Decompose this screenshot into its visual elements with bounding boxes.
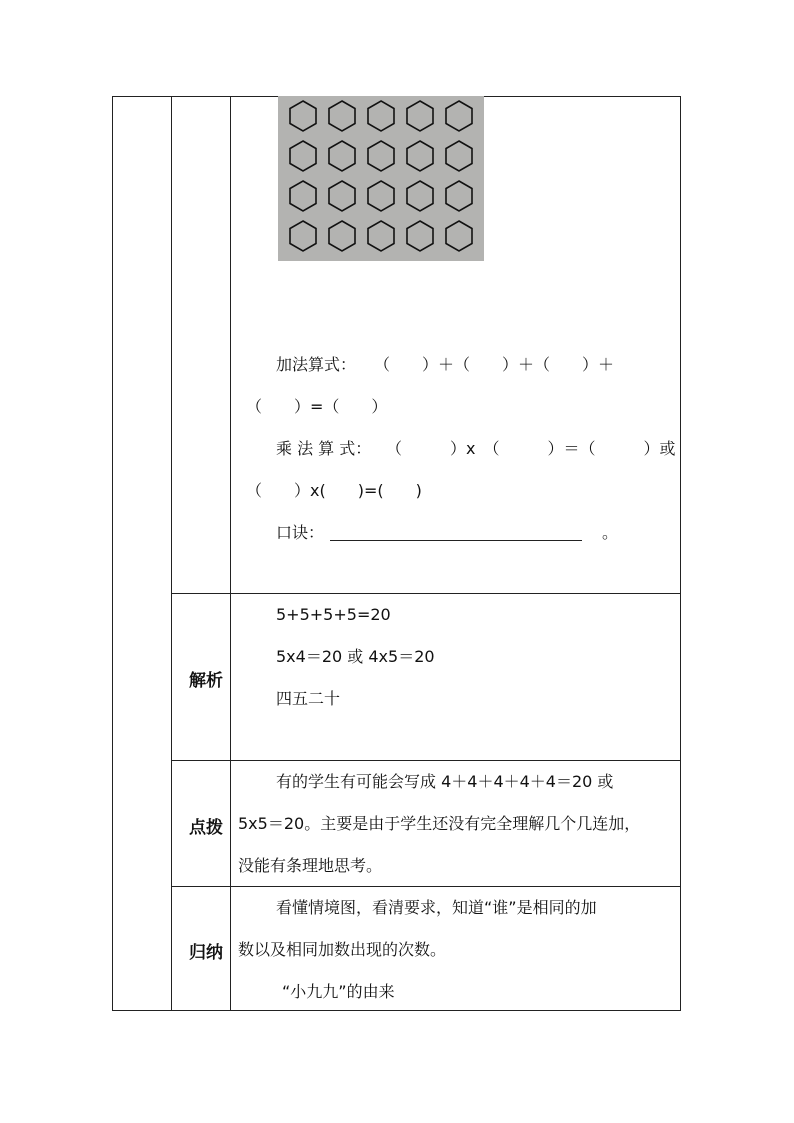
hexagon-shape (446, 221, 472, 251)
hexagon-shape (329, 101, 355, 131)
worksheet-table (112, 96, 681, 1011)
hexagon-figure (278, 96, 484, 261)
mnemonic-answer-line (330, 540, 582, 541)
mnemonic-label: 口诀： (276, 523, 325, 542)
mnemonic-end: 。 (602, 523, 619, 542)
hexagon-shape (290, 181, 316, 211)
hexagon-shape (368, 221, 394, 251)
hexagon-shape (407, 101, 433, 131)
table-border-right (680, 96, 681, 1011)
row-divider-analysis (171, 593, 681, 594)
analysis-line-1: 5+5+5+5=20 (276, 605, 391, 624)
addition-expression-2: （ ）=（ ） (246, 397, 388, 416)
hexagon-shape (290, 141, 316, 171)
hexagon-shape (329, 141, 355, 171)
multiplication-expression-1: （ ）x （ ）＝（ ）或 (386, 439, 676, 458)
addition-label: 加法算式： (276, 355, 357, 374)
tip-label: 点拨 (189, 818, 223, 838)
hexagon-shape (407, 141, 433, 171)
row-divider-tip (171, 760, 681, 761)
hexagon-shape (407, 221, 433, 251)
tip-line-2: 5x5＝20。主要是由于学生还没有完全理解几个几连加， (238, 814, 641, 833)
hexagon-shape (446, 181, 472, 211)
hexagon-shape (446, 141, 472, 171)
hexagon-shape (368, 141, 394, 171)
analysis-line-3: 四五二十 (276, 689, 341, 708)
row-divider-summary (171, 886, 681, 887)
table-border-left (112, 96, 113, 1011)
summary-label: 归纳 (189, 943, 223, 963)
multiplication-expression-2: （ ）x( )=( ) (246, 481, 422, 500)
summary-line-1: 看懂情境图，看清要求，知道“谁”是相同的加 (276, 898, 597, 917)
summary-line-3: “小九九”的由来 (282, 982, 395, 1001)
multiplication-label: 乘 法 算 式： (276, 439, 372, 458)
hexagon-shape (368, 181, 394, 211)
hexagon-shape (446, 101, 472, 131)
hexagon-grid (278, 96, 484, 261)
hexagon-shape (329, 181, 355, 211)
analysis-line-2: 5x4＝20 或 4x5＝20 (276, 647, 435, 666)
hexagon-shape (290, 221, 316, 251)
analysis-label: 解析 (189, 671, 223, 691)
table-divider-2 (230, 96, 231, 1011)
hexagon-shape (290, 101, 316, 131)
table-divider-1 (171, 96, 172, 1011)
tip-line-3: 没能有条理地思考。 (238, 856, 383, 875)
table-border-bottom (112, 1010, 681, 1011)
tip-line-1: 有的学生有可能会写成 4＋4＋4＋4＋4＝20 或 (276, 772, 614, 791)
summary-line-2: 数以及相同加数出现的次数。 (238, 940, 447, 959)
addition-expression-1: （ ）＋（ ）＋（ ）＋ (374, 355, 615, 374)
hexagon-shape (368, 101, 394, 131)
hexagon-shape (329, 221, 355, 251)
hexagon-shape (407, 181, 433, 211)
